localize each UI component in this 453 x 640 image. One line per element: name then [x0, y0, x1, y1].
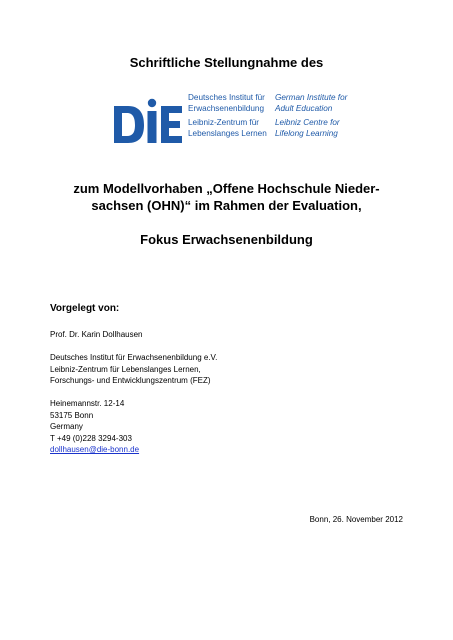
logo-de-line-2: Erwachsenenbildung [188, 104, 265, 113]
author-name: Prof. Dr. Karin Dollhausen [50, 330, 143, 339]
institution-line-2: Leibniz-Zentrum für Lebenslanges Lernen, [50, 364, 201, 374]
place-date: Bonn, 26. November 2012 [309, 515, 403, 524]
submitted-by-label: Vorgelegt von: [50, 303, 120, 314]
document-heading [0, 180, 453, 248]
logo-text-german [188, 92, 267, 139]
institution-line-3: Forschungs- und Entwicklungszentrum (FEZ) [50, 376, 211, 385]
address-city: 53175 Bonn [50, 410, 94, 420]
logo-en-line-1: German Institute for [275, 93, 348, 102]
address-street: Heinemannstr. 12-14 [50, 399, 125, 408]
logo-en-line-2: Adult Education [275, 104, 333, 113]
institution-line-1: Deutsches Institut für Erwachsenenbildung e.V. [50, 353, 218, 362]
logo-de-line-1: Deutsches Institut für [188, 93, 265, 102]
logo-de-line-4: Lebenslanges Lernen [188, 129, 267, 138]
die-logo [112, 92, 362, 152]
die-logo-mark [112, 98, 184, 144]
author-block [50, 329, 143, 341]
email-link[interactable]: dollhausen@die-bonn.de [50, 445, 140, 454]
logo-de-line-3: Leibniz-Zentrum für [188, 118, 259, 127]
heading-line-3: Fokus Erwachsenenbildung [140, 232, 313, 247]
logo-en-line-4: Lifelong Learning [275, 129, 338, 138]
address-phone: T +49 (0)228 3294-303 [50, 433, 132, 443]
address-block [50, 398, 139, 456]
address-country: Germany [50, 422, 83, 431]
heading-line-2: sachsen (OHN)“ im Rahmen der Evaluation, [91, 198, 362, 213]
document-title: Schriftliche Stellungnahme des [129, 55, 324, 70]
heading-line-1: zum Modellvorhaben „Offene Hochschule Nieder- [73, 181, 380, 196]
logo-en-line-3: Leibniz Centre for [275, 118, 340, 127]
logo-text-english [275, 92, 347, 139]
institution-block [50, 352, 217, 387]
